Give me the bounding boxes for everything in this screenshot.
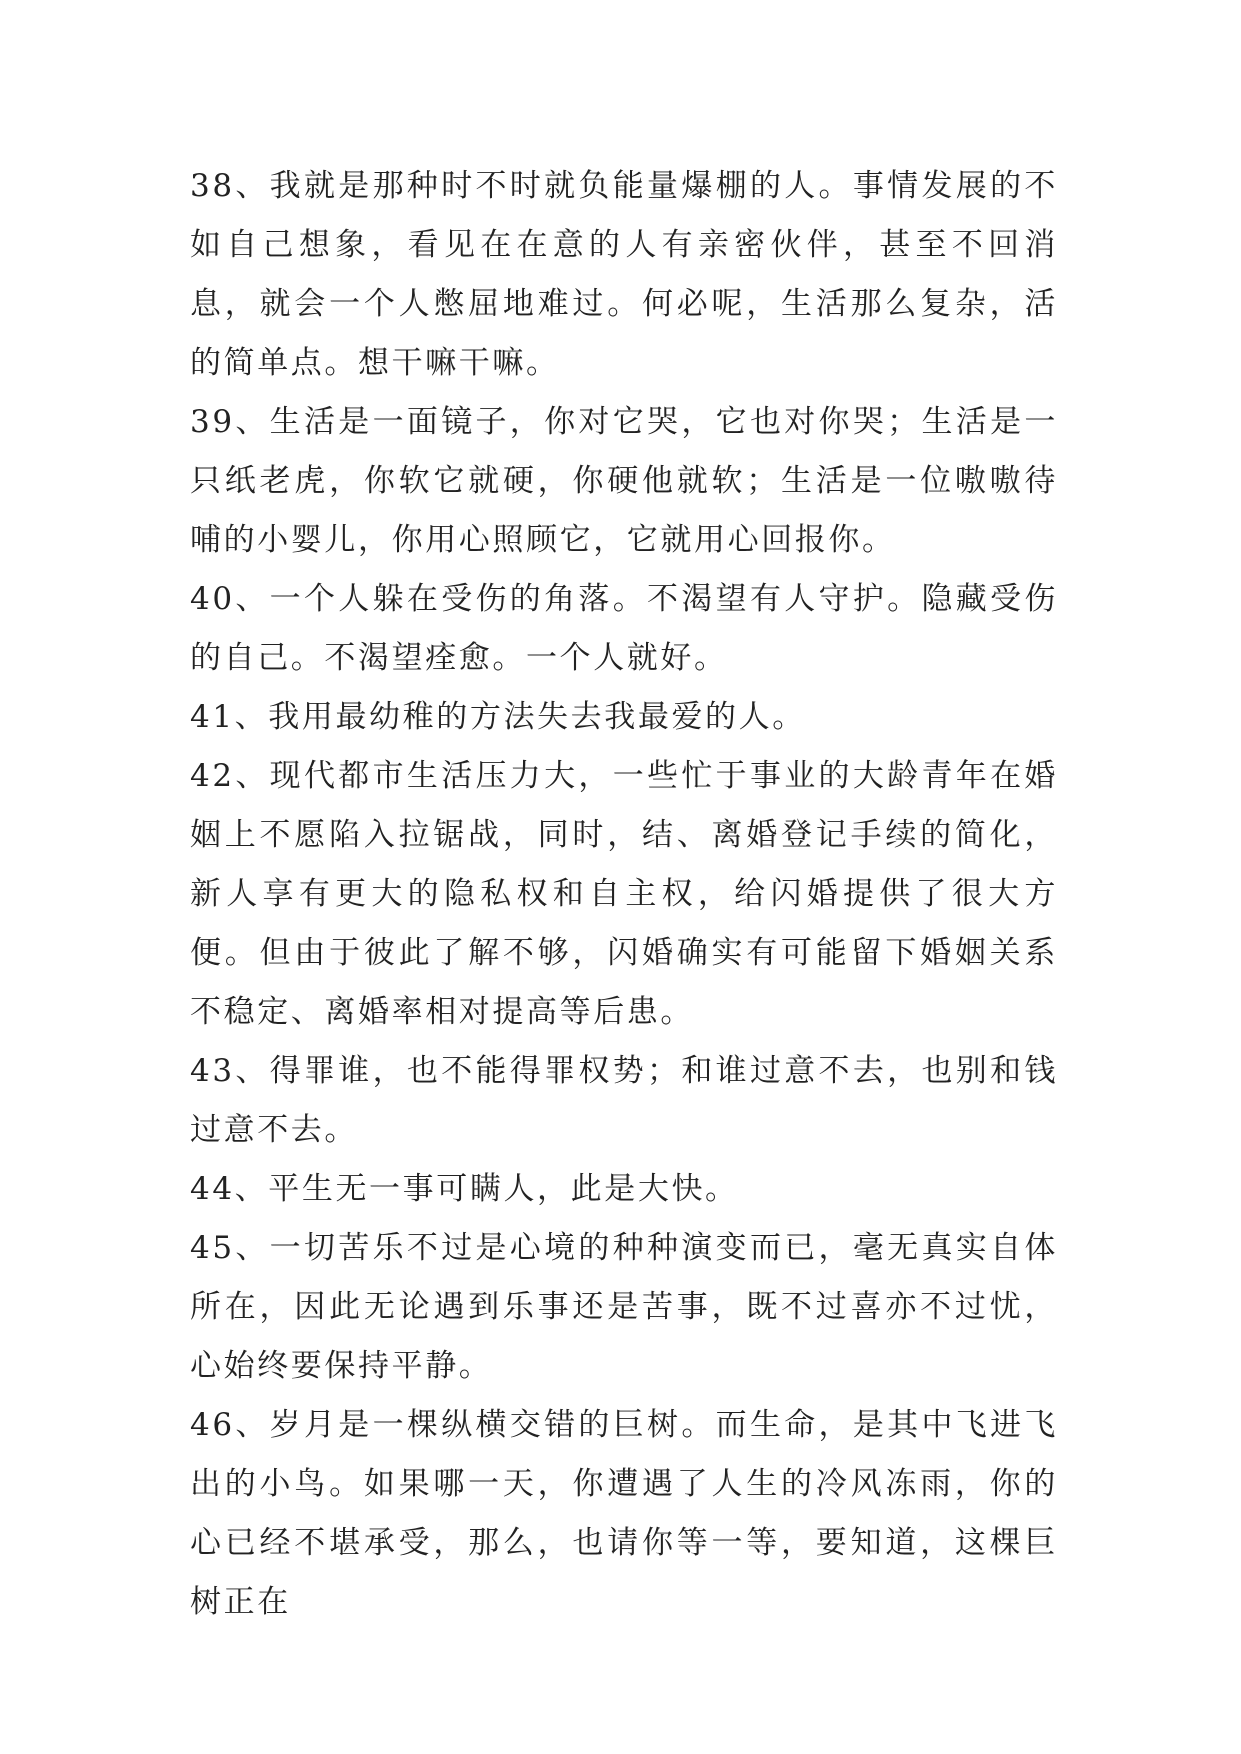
document-body xyxy=(190,157,1058,1632)
paragraph-44: 44、平生无一事可瞒人，此是大快。 xyxy=(190,1171,739,1207)
paragraph-43: 43、得罪谁，也不能得罪权势；和谁过意不去，也别和钱过意不去。 xyxy=(190,1053,1058,1148)
paragraph-40: 40、一个人躲在受伤的角落。不渴望有人守护。隐藏受伤的自己。不渴望痊愈。一个人就好。 xyxy=(190,581,1058,676)
paragraph-38: 38、我就是那种时不时就负能量爆棚的人。事情发展的不如自己想象，看见在在意的人有亲密伙伴，甚至不回消息，就会一个人憋屈地难过。何必呢，生活那么复杂，活的简单点。想干嘛干嘛。 xyxy=(190,168,1058,381)
paragraph-41: 41、我用最幼稚的方法失去我最爱的人。 xyxy=(190,699,806,735)
paragraph-42: 42、现代都市生活压力大，一些忙于事业的大龄青年在婚姻上不愿陷入拉锯战，同时，结、离婚登记手续的简化，新人享有更大的隐私权和自主权，给闪婚提供了很大方便。但由于彼此了解不够，闪婚确实有可能留下婚姻关系不稳定、离婚率相对提高等后患。 xyxy=(190,758,1058,1030)
paragraph-45: 45、一切苦乐不过是心境的种种演变而已，毫无真实自体所在，因此无论遇到乐事还是苦事，既不过喜亦不过忧，心始终要保持平静。 xyxy=(190,1230,1058,1384)
paragraph-46: 46、岁月是一棵纵横交错的巨树。而生命，是其中飞进飞出的小鸟。如果哪一天，你遭遇了人生的冷风冻雨，你的心已经不堪承受，那么，也请你等一等，要知道，这棵巨树正在 xyxy=(190,1407,1058,1620)
paragraph-39: 39、生活是一面镜子，你对它哭，它也对你哭；生活是一只纸老虎，你软它就硬，你硬他就软；生活是一位嗷嗷待哺的小婴儿，你用心照顾它，它就用心回报你。 xyxy=(190,404,1058,558)
